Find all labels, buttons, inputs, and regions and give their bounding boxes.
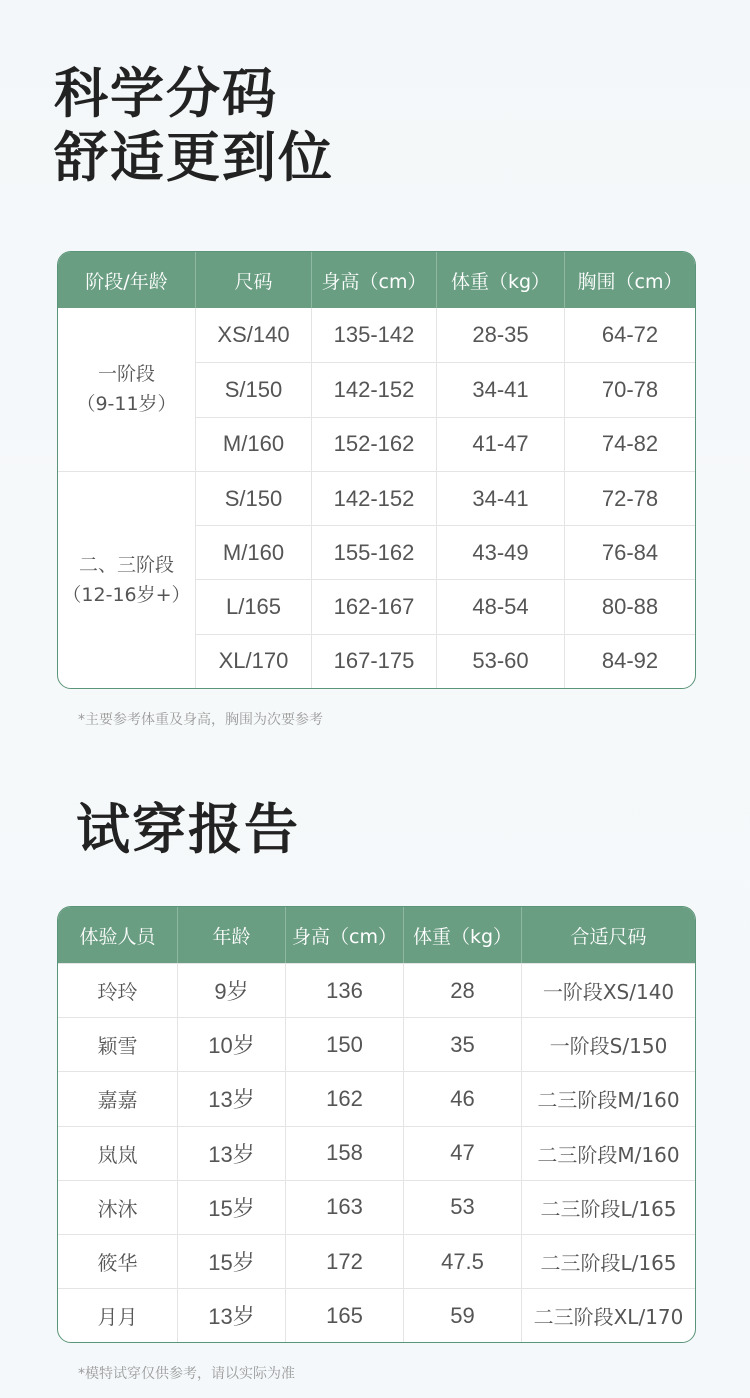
size-chart-header-cell: 阶段/年龄 [58, 252, 196, 308]
size-chart-cell: XS/140 [196, 308, 312, 362]
size-chart-header-cell: 身高（cm） [312, 252, 437, 308]
size-chart-cell: S/150 [196, 471, 312, 525]
size-chart-cell: 53-60 [437, 634, 565, 688]
trial-cell: 53 [404, 1180, 522, 1234]
trial-cell: 二三阶段L/165 [522, 1180, 695, 1234]
size-chart-cell: 28-35 [437, 308, 565, 362]
stage-name: 一阶段 [97, 363, 155, 386]
trial-cell: 嘉嘉 [58, 1071, 178, 1125]
size-chart-cell: 142-152 [312, 362, 437, 416]
trial-cell: 59 [404, 1288, 522, 1342]
size-chart-table [57, 251, 696, 689]
trial-row [58, 1180, 695, 1234]
size-chart-cell: L/165 [196, 579, 312, 633]
trial-header-cell: 体重（kg） [404, 907, 522, 963]
trial-cell: 一阶段S/150 [522, 1017, 695, 1071]
size-chart-header-cell: 尺码 [196, 252, 312, 308]
stage-age: （9-11岁） [76, 393, 177, 416]
trial-header-cell: 合适尺码 [522, 907, 695, 963]
size-chart-header-row [58, 252, 695, 308]
size-chart-cell: 80-88 [565, 579, 695, 633]
trial-row [58, 1071, 695, 1125]
size-chart-cell: M/160 [196, 417, 312, 471]
trial-cell: 二三阶段XL/170 [522, 1288, 695, 1342]
trial-cell: 47.5 [404, 1234, 522, 1288]
trial-report-header-row [58, 907, 695, 963]
size-chart-header-cell: 体重（kg） [437, 252, 565, 308]
stage-name: 二、三阶段 [78, 553, 174, 576]
size-chart-cell: 152-162 [312, 417, 437, 471]
trial-cell: 月月 [58, 1288, 178, 1342]
size-chart-cell: 43-49 [437, 525, 565, 579]
size-chart-cell: 34-41 [437, 471, 565, 525]
trial-cell: 9岁 [178, 963, 286, 1017]
size-chart-note: *主要参考体重及身高，胸围为次要参考 [78, 712, 323, 728]
trial-row [58, 963, 695, 1017]
size-chart-cell: XL/170 [196, 634, 312, 688]
trial-cell: 46 [404, 1071, 522, 1125]
trial-cell: 15岁 [178, 1180, 286, 1234]
trial-cell: 13岁 [178, 1071, 286, 1125]
size-chart-cell: 70-78 [565, 362, 695, 416]
size-chart-row [58, 308, 695, 362]
heading-trial-report: 试穿报告 [76, 798, 300, 861]
trial-cell: 沐沐 [58, 1180, 178, 1234]
trial-cell: 136 [286, 963, 404, 1017]
size-chart-cell: 72-78 [565, 471, 695, 525]
size-chart-cell: M/160 [196, 525, 312, 579]
size-chart-cell: 74-82 [565, 417, 695, 471]
heading-comfort-fit: 舒适更到位 [54, 126, 334, 189]
size-chart-cell: 142-152 [312, 471, 437, 525]
size-chart-cell: 84-92 [565, 634, 695, 688]
trial-report-table [57, 906, 696, 1343]
trial-header-cell: 年龄 [178, 907, 286, 963]
size-chart-cell: 155-162 [312, 525, 437, 579]
trial-header-cell: 身高（cm） [286, 907, 404, 963]
trial-header-cell: 体验人员 [58, 907, 178, 963]
stage-cell [58, 308, 196, 471]
trial-cell: 163 [286, 1180, 404, 1234]
trial-cell: 岚岚 [58, 1126, 178, 1180]
trial-cell: 47 [404, 1126, 522, 1180]
trial-cell: 28 [404, 963, 522, 1017]
size-chart-cell: 48-54 [437, 579, 565, 633]
trial-cell: 15岁 [178, 1234, 286, 1288]
trial-cell: 玲玲 [58, 963, 178, 1017]
trial-cell: 13岁 [178, 1126, 286, 1180]
stage-age: （12-16岁+） [62, 583, 191, 606]
trial-row [58, 1234, 695, 1288]
trial-cell: 二三阶段L/165 [522, 1234, 695, 1288]
trial-cell: 颖雪 [58, 1017, 178, 1071]
size-chart-cell: 76-84 [565, 525, 695, 579]
trial-cell: 150 [286, 1017, 404, 1071]
trial-cell: 35 [404, 1017, 522, 1071]
trial-cell: 172 [286, 1234, 404, 1288]
trial-row [58, 1288, 695, 1342]
size-chart-cell: 41-47 [437, 417, 565, 471]
size-chart-cell: S/150 [196, 362, 312, 416]
size-chart-header-cell: 胸围（cm） [565, 252, 695, 308]
heading-scientific-sizing: 科学分码 [54, 62, 278, 125]
trial-cell: 165 [286, 1288, 404, 1342]
trial-cell: 二三阶段M/160 [522, 1071, 695, 1125]
trial-report-note: *模特试穿仅供参考，请以实际为准 [78, 1366, 295, 1382]
size-chart-row [58, 471, 695, 525]
trial-cell: 13岁 [178, 1288, 286, 1342]
size-chart-cell: 34-41 [437, 362, 565, 416]
trial-cell: 二三阶段M/160 [522, 1126, 695, 1180]
size-chart-cell: 162-167 [312, 579, 437, 633]
trial-cell: 10岁 [178, 1017, 286, 1071]
size-chart-cell: 167-175 [312, 634, 437, 688]
stage-cell [58, 471, 196, 688]
trial-cell: 162 [286, 1071, 404, 1125]
trial-cell: 158 [286, 1126, 404, 1180]
trial-row [58, 1126, 695, 1180]
size-chart-cell: 135-142 [312, 308, 437, 362]
trial-cell: 一阶段XS/140 [522, 963, 695, 1017]
trial-row [58, 1017, 695, 1071]
size-chart-cell: 64-72 [601, 322, 659, 348]
trial-cell: 筱华 [58, 1234, 178, 1288]
